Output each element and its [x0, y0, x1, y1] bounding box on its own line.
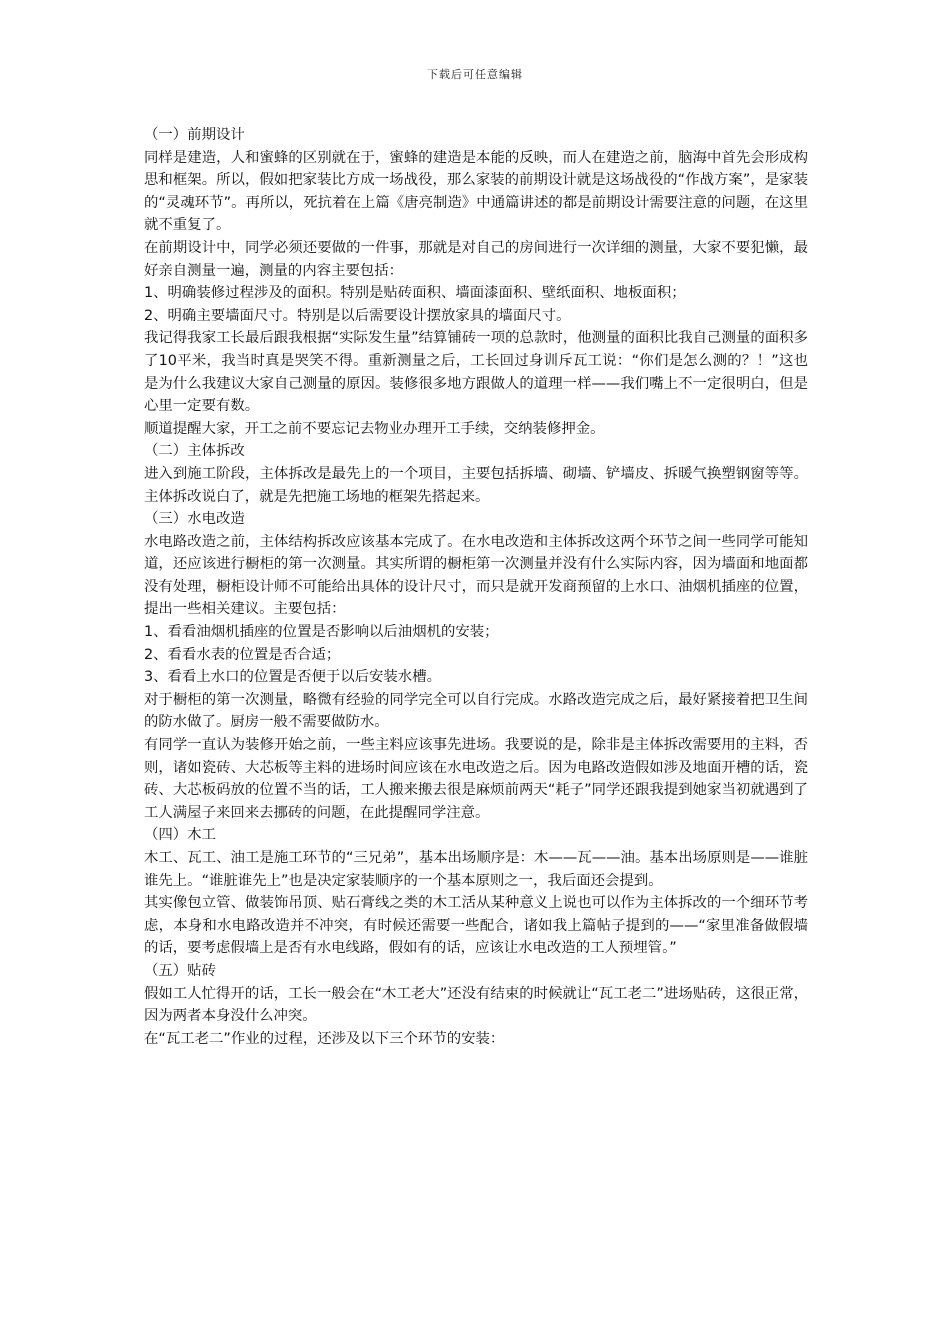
list-item: 1、看看油烟机插座的位置是否影响以后油烟机的安装； — [144, 624, 499, 641]
paragraph: 假如工人忙得开的话，工长一般会在“木工老大”还没有结束的时候就让“瓦工老二”进场贴砖，这很正常，因为两者本身没什么冲突。 — [144, 985, 808, 1025]
page-header: 下载后可任意编辑 — [427, 68, 523, 81]
paragraph: 在前期设计中，同学必须还要做的一件事，那就是对自己的房间进行一次详细的测量，大家不要犯懒，最好亲自测量一遍，测量的内容主要包括： — [144, 239, 808, 279]
document-body — [144, 124, 808, 1050]
paragraph: 有同学一直认为装修开始之前，一些主料应该事先进场。我要说的是，除非是主体拆改需要用的主料，否则，诸如瓷砖、大芯板等主料的进场时间应该在水电改造之后。因为电路改造假如涉及地面开槽的话，瓷砖、大芯板码放的位置不当的话，工人搬来搬去很是麻烦前两天“耗子”同学还跟我提到她家当初就遇到了工人满屋子来回来去挪砖的问题，在此提醒同学注意。 — [144, 737, 808, 821]
section-heading-carpentry: （四）木工 — [144, 827, 216, 844]
paragraph: 水电路改造之前，主体结构拆改应该基本完成了。在水电改造和主体拆改这两个环节之间一些同学可能知道，还应该进行橱柜的第一次测量。其实所谓的橱柜第一次测量并没有什么实际内容，因为墙面和地面都没有处理，橱柜设计师不可能给出具体的设计尺寸，而只是就开发商预留的上水口、油烟机插座的位置，提出一些相关建议。主要包括： — [144, 533, 808, 618]
paragraph: 其实像包立管、做装饰吊顶、贴石膏线之类的木工活从某种意义上说也可以作为主体拆改的一个细环节考虑，本身和水电路改造并不冲突，有时候还需要一些配合，诸如我上篇帖子提到的——“家里准备做假墙的话，要考虑假墙上是否有水电线路，假如有的话，应该让水电改造的工人预埋管。” — [144, 895, 808, 957]
paragraph: 顺道提醒大家，开工之前不要忘记去物业办理开工手续，交纳装修押金。 — [144, 420, 605, 437]
paragraph: 在“瓦工老二”作业的过程，还涉及以下三个环节的安装： — [144, 1030, 505, 1047]
section-heading-design: （一）前期设计 — [144, 127, 245, 143]
section-heading-plumbing-electrical: （三）水电改造 — [144, 511, 245, 528]
section-heading-demolition: （二）主体拆改 — [144, 443, 245, 460]
paragraph: 木工、瓦工、油工是施工环节的“三兄弟”，基本出场顺序是：木——瓦——油。基本出场原则是——谁脏谁先上。“谁脏谁先上”也是决定家装顺序的一个基本原则之一，我后面还会提到。 — [144, 850, 808, 889]
list-item: 3、看看上水口的位置是否便于以后安装水槽。 — [144, 669, 441, 686]
list-item: 2、看看水表的位置是否合适； — [144, 646, 341, 663]
list-item: 1、明确装修过程涉及的面积。特别是贴砖面积、墙面漆面积、壁纸面积、地板面积； — [144, 285, 686, 302]
section-heading-tiling: （五）贴砖 — [144, 962, 216, 979]
paragraph: 对于橱柜的第一次测量，略微有经验的同学完全可以自行完成。水路改造完成之后，最好紧接着把卫生间的防水做了。厨房一般不需要做防水。 — [144, 691, 808, 731]
paragraph: 我记得我家工长最后跟我根据“实际发生量”结算铺砖一项的总款时，他测量的面积比我自己测量的面积多了10平米，我当时真是哭笑不得。重新测量之后，工长回过身训斥瓦工说：“你们是怎么测的？！”这也是为什么我建议大家自己测量的原因。装修很多地方跟做人的道理一样——我们嘴上不一定很明白，但是心里一定要有数。 — [144, 330, 808, 415]
paragraph: 同样是建造，人和蜜蜂的区别就在于，蜜蜂的建造是本能的反映，而人在建造之前，脑海中首先会形成构思和框架。所以，假如把家装比方成一场战役，那么家装的前期设计就是这场战役的“作战方案”，是家装的“灵魂环节”。再所以，死抗着在上篇《唐亮制造》中通篇讲述的都是前期设计需要注意的问题，在这里就不重复了。 — [144, 149, 808, 234]
paragraph: 进入到施工阶段，主体拆改是最先上的一个项目，主要包括拆墙、砌墙、铲墙皮、拆暖气换塑钢窗等等。主体拆改说白了，就是先把施工场地的框架先搭起来。 — [144, 465, 808, 505]
list-item: 2、明确主要墙面尺寸。特别是以后需要设计摆放家具的墙面尺寸。 — [144, 307, 571, 324]
